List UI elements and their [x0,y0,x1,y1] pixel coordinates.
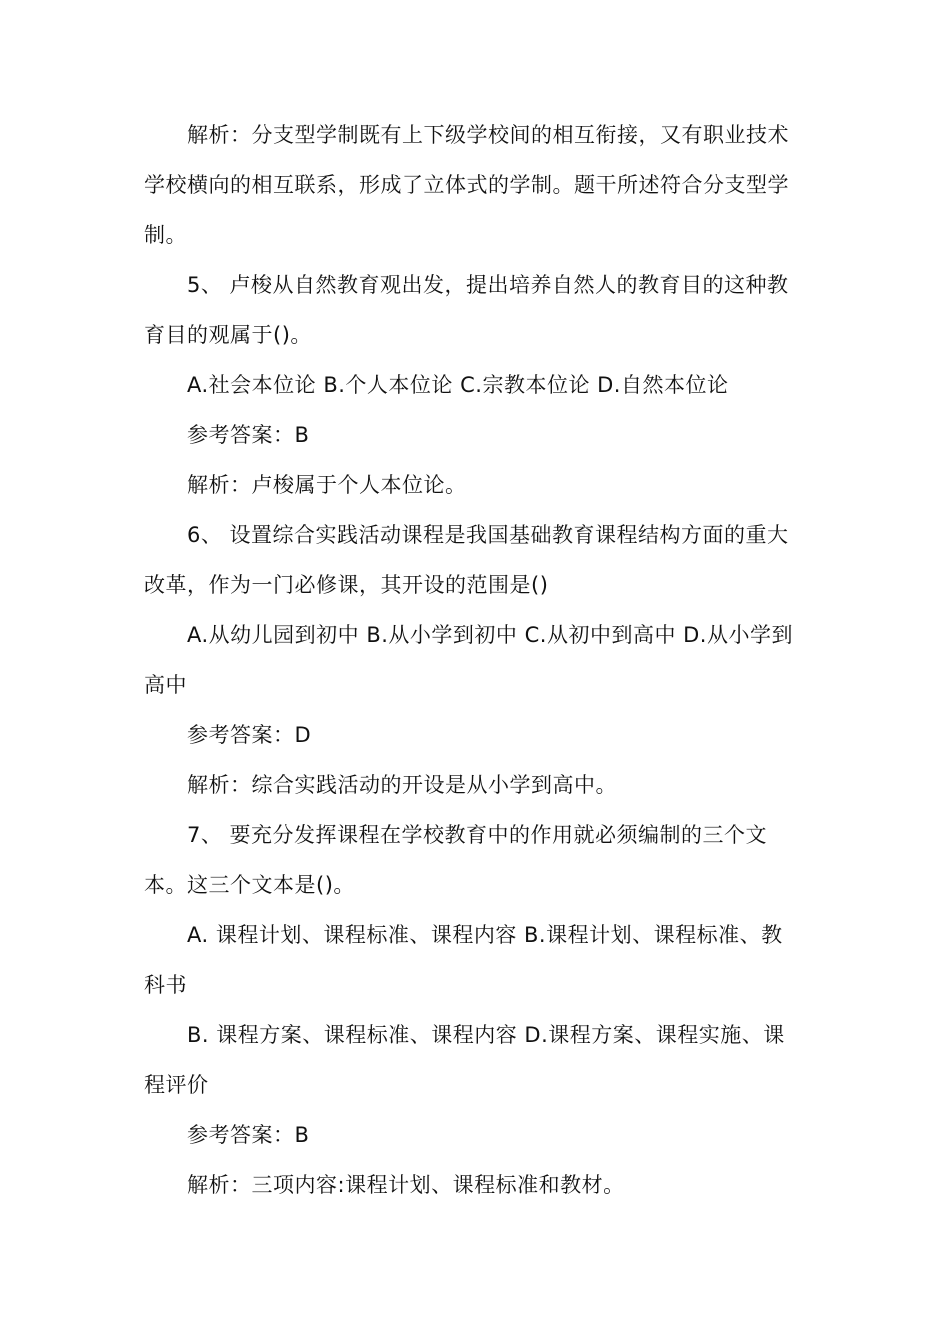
q7-explanation: 解析：三项内容:课程计划、课程标准和教材。 [187,1173,625,1197]
q5-options: A.社会本位论 B.个人本位论 C.宗教本位论 D.自然本位论 [187,373,729,397]
q6-question-line-1: 6、 设置综合实践活动课程是我国基础教育课程结构方面的重大 [187,523,789,547]
q5-answer: 参考答案：B [187,423,310,447]
q4-explanation-line-1: 解析：分支型学制既有上下级学校间的相互衔接，又有职业技术 [187,123,789,147]
q7-question-line-1: 7、 要充分发挥课程在学校教育中的作用就必须编制的三个文 [187,823,768,847]
q6-question-line-2: 改革，作为一门必修课，其开设的范围是() [144,573,549,597]
q7-options-line-3: B. 课程方案、课程标准、课程内容 D.课程方案、课程实施、课 [187,1023,785,1047]
q6-answer: 参考答案：D [187,723,312,747]
q5-question-line-1: 5、 卢梭从自然教育观出发，提出培养自然人的教育目的这种教 [187,273,789,297]
q7-options-line-2: 科书 [144,973,187,997]
q4-explanation-line-3: 制。 [144,223,187,247]
q4-explanation-line-2: 学校横向的相互联系，形成了立体式的学制。题干所述符合分支型学 [144,173,789,197]
q7-question-line-2: 本。这三个文本是()。 [144,873,355,897]
q7-options-line-1: A. 课程计划、课程标准、课程内容 B.课程计划、课程标准、教 [187,923,783,947]
q5-explanation: 解析：卢梭属于个人本位论。 [187,473,467,497]
q5-question-line-2: 育目的观属于()。 [144,323,312,347]
q7-options-line-4: 程评价 [144,1073,209,1097]
q7-answer: 参考答案：B [187,1123,310,1147]
q6-explanation: 解析：综合实践活动的开设是从小学到高中。 [187,773,617,797]
q6-options-line-1: A.从幼儿园到初中 B.从小学到初中 C.从初中到高中 D.从小学到 [187,623,793,647]
q6-options-line-2: 高中 [144,673,187,697]
